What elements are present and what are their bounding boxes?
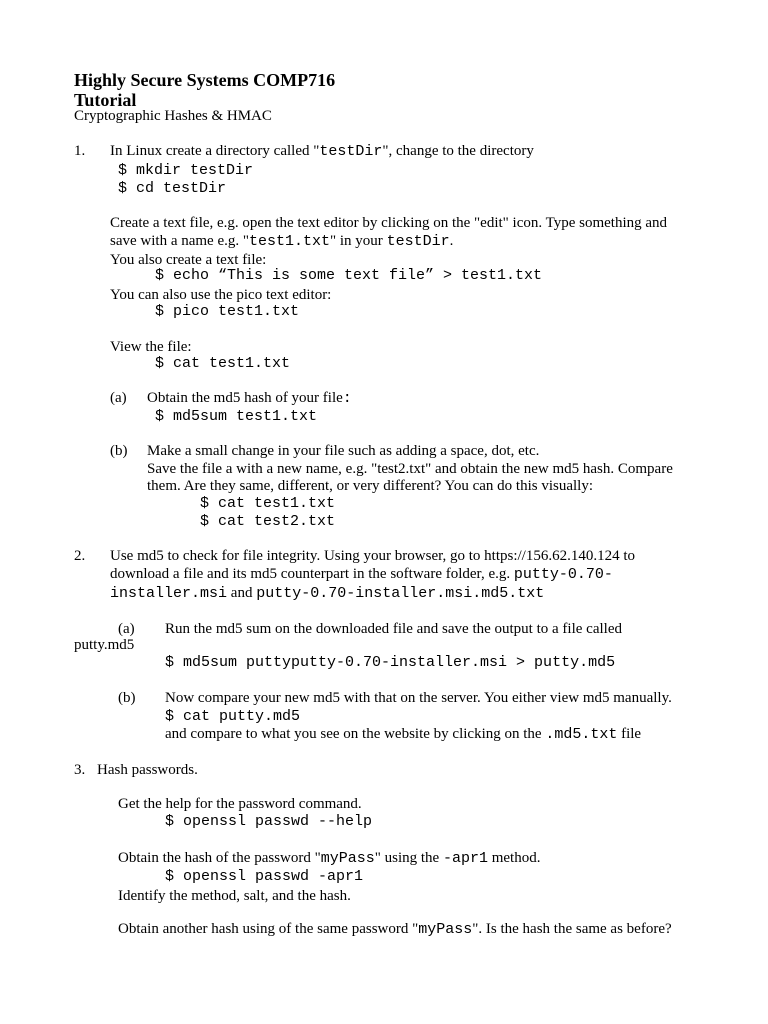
identify-text: Identify the method, salt, and the hash. (118, 888, 351, 904)
another-hash-text: Obtain another hash using of the same password "myPass". Is the hash the same as before? (118, 921, 672, 938)
command-mkdir: $ mkdir testDir (118, 162, 254, 179)
command-openssl-help: $ openssl passwd --help (165, 813, 373, 830)
item-2b-compare: and compare to what you see on the website by clicking on the .md5.txt file (165, 726, 642, 743)
create-file-line-2: save with a name e.g. "test1.txt" in your testDir. (110, 233, 454, 250)
command-cat: $ cat test1.txt (155, 355, 291, 372)
item-2b-label: (b) (118, 690, 136, 706)
create-file-line-1: Create a text file, e.g. open the text editor by clicking on the "edit" icon. Type something and (110, 215, 668, 231)
item-1b-line-3: them. Are they same, different, or very different? You can do this visually: (147, 478, 594, 494)
command-md5sum-putty: $ md5sum puttyputty-0.70-installer.msi > putty.md5 (165, 654, 616, 671)
document-topic: Cryptographic Hashes & HMAC (74, 108, 272, 124)
obtain-hash-text: Obtain the hash of the password "myPass" using the -apr1 method. (118, 850, 541, 867)
document-subtitle: Tutorial (74, 90, 137, 110)
also-create-text: You also create a text file: (110, 252, 267, 268)
section-2-line-1: Use md5 to check for file integrity. Using your browser, go to https://156.62.140.124 to (110, 548, 636, 564)
item-2a-label: (a) (118, 621, 135, 637)
item-1b-line-1: Make a small change in your file such as adding a space, dot, etc. (147, 443, 540, 459)
item-2b-text: Now compare your new md5 with that on the server. You either view md5 manually. (165, 690, 672, 706)
section-2-line-3: installer.msi and putty-0.70-installer.msi.md5.txt (110, 585, 545, 602)
command-openssl-apr1: $ openssl passwd -apr1 (165, 868, 364, 885)
command-pico: $ pico test1.txt (155, 303, 300, 320)
section-3-number: 3. (74, 762, 86, 778)
section-1-number: 1. (74, 143, 86, 159)
item-2a-wrap: putty.md5 (74, 637, 135, 653)
item-1b-line-2: Save the file a with a new name, e.g. "test2.txt" and obtain the new md5 hash. Compare (147, 461, 673, 477)
view-file-text: View the file: (110, 339, 192, 355)
document-title: Highly Secure Systems COMP716 (74, 70, 336, 90)
section-1-intro: In Linux create a directory called "testDir", change to the directory (110, 143, 534, 160)
item-1b-label: (b) (110, 443, 128, 459)
section-3-title: Hash passwords. (97, 762, 198, 778)
command-md5sum: $ md5sum test1.txt (155, 408, 318, 425)
item-2a-text: Run the md5 sum on the downloaded file and save the output to a file called (165, 621, 622, 637)
command-echo: $ echo “This is some text file” > test1.txt (155, 267, 543, 284)
section-2-line-2: download a file and its md5 counterpart in the software folder, e.g. putty-0.70- (110, 566, 613, 583)
item-1a-label: (a) (110, 390, 127, 406)
command-cat-test1: $ cat test1.txt (200, 495, 336, 512)
command-cat-putty: $ cat putty.md5 (165, 708, 301, 725)
command-cd: $ cd testDir (118, 180, 227, 197)
item-1a-text: Obtain the md5 hash of your file: (147, 390, 352, 407)
help-text: Get the help for the password command. (118, 796, 362, 812)
section-2-number: 2. (74, 548, 86, 564)
command-cat-test2: $ cat test2.txt (200, 513, 336, 530)
pico-intro-text: You can also use the pico text editor: (110, 287, 332, 303)
